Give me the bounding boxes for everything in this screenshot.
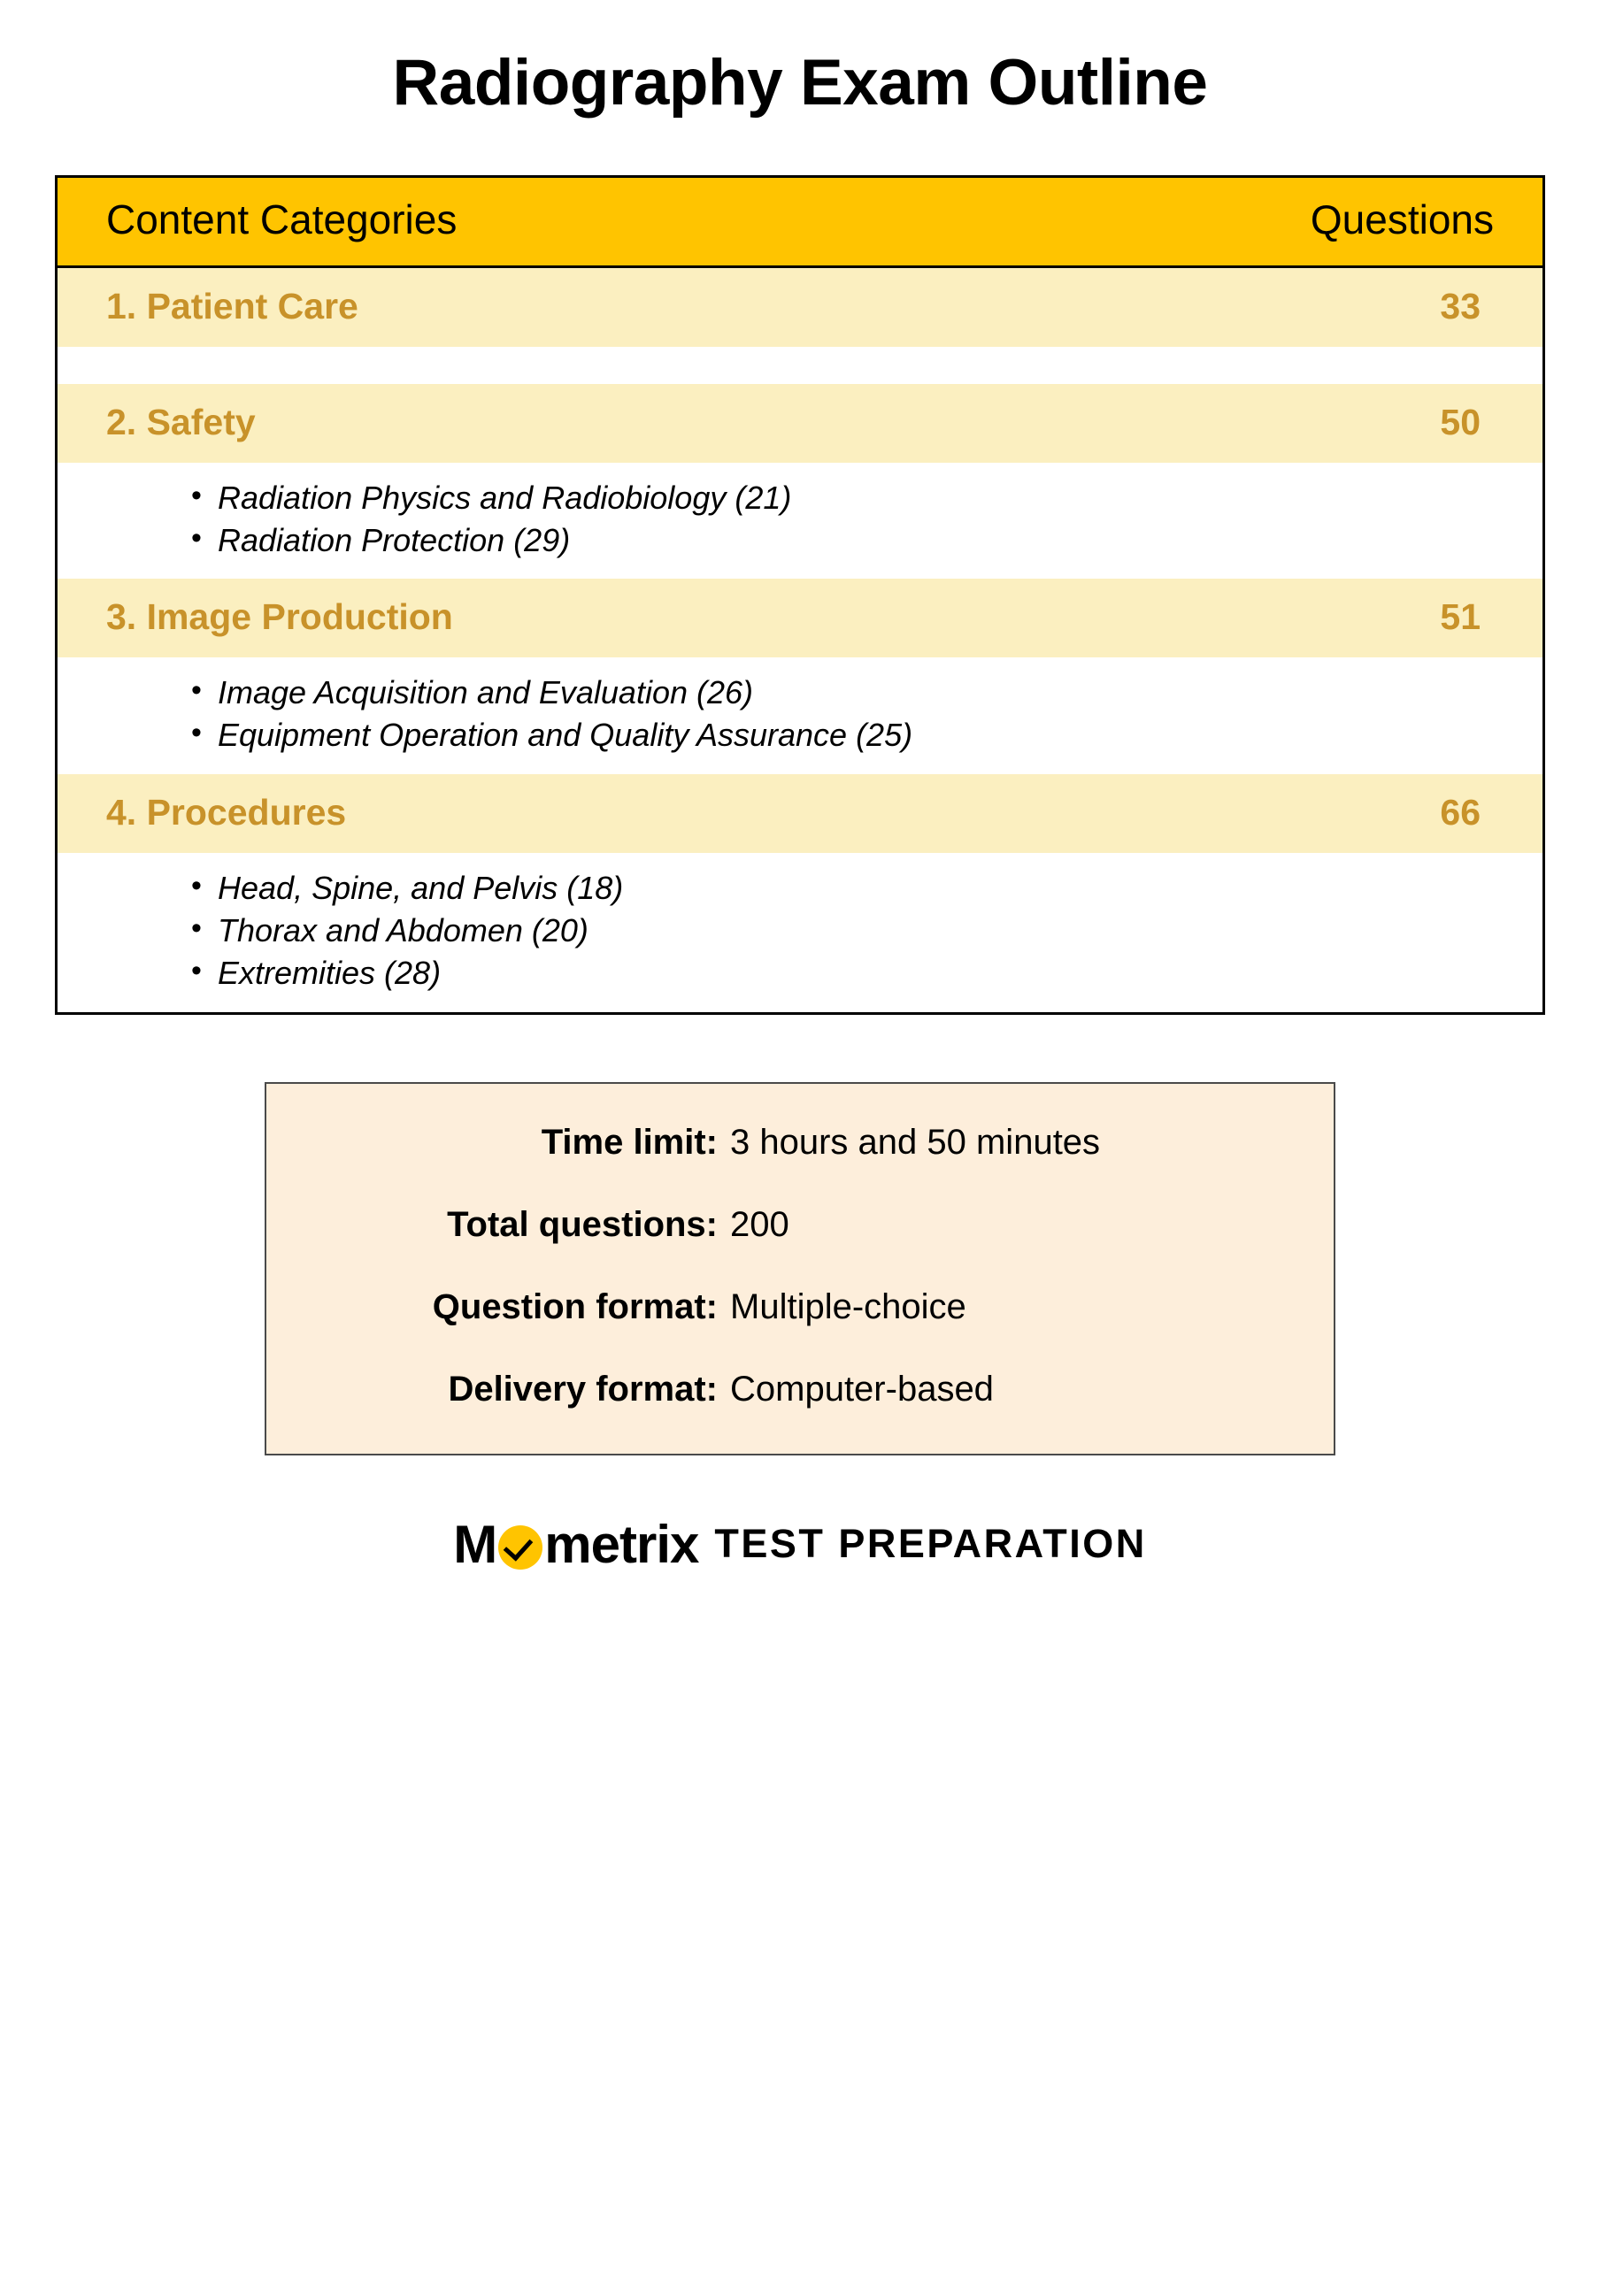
category-name: 4. Procedures	[106, 792, 347, 833]
category-name: 3. Image Production	[106, 596, 453, 638]
detail-label: Time limit:	[541, 1122, 718, 1162]
subtopic-list	[106, 869, 1494, 993]
detail-value: 200	[730, 1204, 789, 1244]
brand-footer	[0, 1514, 1600, 1575]
column-header-categories: Content Categories	[106, 196, 458, 242]
subtopic-list	[106, 673, 1494, 755]
category-name: 1. Patient Care	[106, 285, 358, 326]
detail-row-total-questions	[319, 1205, 1281, 1245]
category-question-count: 51	[1440, 596, 1481, 638]
page-title: Radiography Exam Outline	[392, 47, 1208, 119]
detail-label: Question format:	[432, 1286, 718, 1326]
list-item: • Head, Spine, and Pelvis (18)	[191, 869, 1494, 908]
list-item: • Radiation Protection (29)	[191, 521, 1494, 560]
subtopic-block	[58, 347, 1542, 384]
list-item: • Extremities (28)	[191, 954, 1494, 993]
table-row	[58, 774, 1542, 853]
detail-label: Delivery format:	[448, 1369, 718, 1409]
table-row	[58, 579, 1542, 657]
detail-label: Total questions:	[447, 1204, 718, 1244]
detail-row-delivery-format	[319, 1370, 1281, 1409]
detail-row-time-limit	[319, 1123, 1281, 1163]
category-question-count: 50	[1440, 401, 1481, 442]
category-question-count: 66	[1440, 792, 1481, 833]
subtopic-list	[106, 479, 1494, 560]
table-header-row	[58, 178, 1542, 268]
category-name: 2. Safety	[106, 401, 256, 442]
mometrix-logo	[453, 1514, 698, 1575]
category-question-count: 33	[1440, 285, 1481, 326]
detail-value: 3 hours and 50 minutes	[730, 1122, 1101, 1162]
detail-row-question-format	[319, 1287, 1281, 1327]
checkmark-icon	[498, 1525, 542, 1570]
list-item: • Thorax and Abdomen (20)	[191, 911, 1494, 950]
logo-text-post: metrix	[544, 1514, 699, 1574]
exam-outline-table	[55, 175, 1545, 1015]
exam-outline-page	[0, 46, 1600, 2296]
list-item: • Radiation Physics and Radiobiology (21)	[191, 479, 1494, 518]
exam-details-box	[265, 1082, 1335, 1455]
list-item: • Image Acquisition and Evaluation (26)	[191, 673, 1494, 712]
subtopic-block	[58, 853, 1542, 1012]
subtopic-block	[58, 463, 1542, 580]
table-row	[58, 384, 1542, 463]
list-item: • Equipment Operation and Quality Assurance (25)	[191, 716, 1494, 755]
subtopic-block	[58, 657, 1542, 774]
column-header-questions: Questions	[1310, 196, 1494, 242]
table-row	[58, 268, 1542, 347]
brand-tagline: TEST PREPARATION	[714, 1521, 1147, 1567]
detail-value: Computer-based	[730, 1369, 994, 1409]
detail-value: Multiple-choice	[730, 1286, 966, 1326]
logo-text-pre: M	[453, 1514, 497, 1574]
